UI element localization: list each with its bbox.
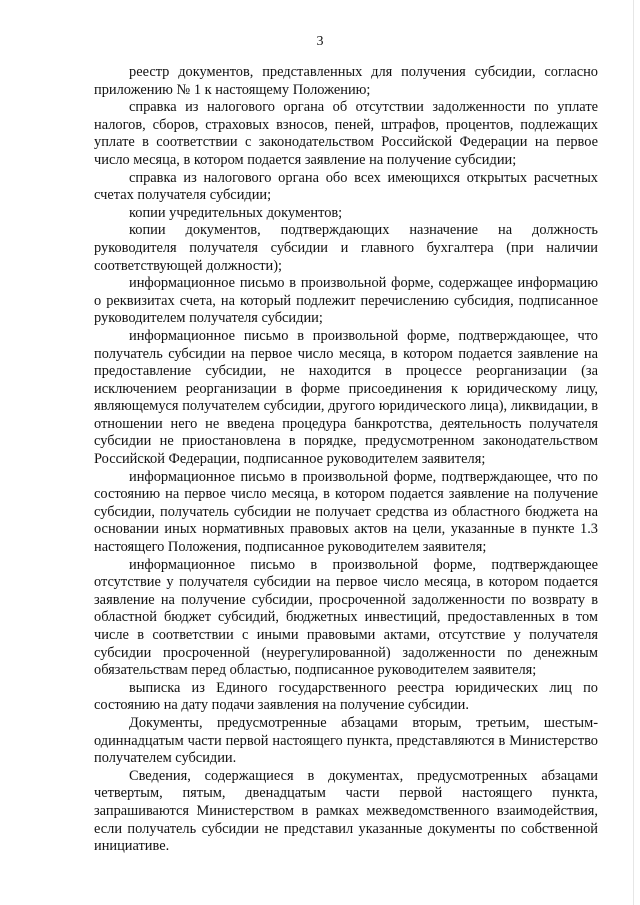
paragraph-reorganization-letter: информационное письмо в произвольной форме, подтверждающее, что получатель субсидии на первое число месяца, в котором подается заявление на предоставление субсидии, не находится в процессе реорганизации (за исключением реорганизации в форме присоединения к юридическому лицу, являющемуся получателем субсидии, другого юридического лица), ликвидации, в отношении него не введена процедура банкротства, деятельность получателя субсидии не приостановлена в порядке, предусмотренном законодательством Российской Федерации, подписанное руководителем заявителя; bbox=[94, 327, 598, 468]
paragraph-requested-information: Сведения, содержащиеся в документах, предусмотренных абзацами четвертым, пятым, двенадцатым части первой настоящего пункта, запрашиваются Министерством в рамках межведомственного взаимодействия, если получатель субсидии не представил указанные документы по собственной инициативе. bbox=[94, 767, 598, 855]
paragraph-no-other-funds-letter: информационное письмо в произвольной форме, подтверждающее, что по состоянию на первое число месяца, в котором подается заявление на получение субсидии, получатель субсидии не получает средства из областного бюджета на основании иных нормативных правовых актов на цели, указанные в пункте 1.3 настоящего Положения, подписанное руководителем заявителя; bbox=[94, 468, 598, 556]
paragraph-tax-debt-certificate: справка из налогового органа об отсутствии задолженности по уплате налогов, сборов, страховых взносов, пеней, штрафов, процентов, подлежащих уплате в соответствии с законодательством Российской Федерации на первое число месяца, в котором подается заявление на получение субсидии; bbox=[94, 99, 598, 168]
page-number: 3 bbox=[316, 34, 324, 49]
scan-edge-line bbox=[633, 0, 634, 905]
paragraph-no-overdue-debt-letter: информационное письмо в произвольной форме, подтверждающее отсутствие у получателя субсидии на первое число месяца, в котором подается заявление на получение субсидии, просроченной задолженности по возврату в областной бюджет субсидий, бюджетных инвестиций, предоставленных в том числе в соответствии с иными правовыми актами, отсутствие у получателя субсидии просроченной (неурегулированной) задолженности по денежным обязательствам перед областью, подписанное руководителем заявителя; bbox=[94, 556, 598, 679]
paragraph-egrul-extract: выписка из Единого государственного реестра юридических лиц по состоянию на дату подачи заявления на получение субсидии. bbox=[94, 679, 598, 714]
document-body bbox=[94, 64, 598, 856]
paragraph-registry: реестр документов, представленных для получения субсидии, согласно приложению № 1 к настоящему Положению; bbox=[94, 64, 598, 98]
paragraph-bank-accounts-certificate: справка из налогового органа обо всех имеющихся открытых расчетных счетах получателя субсидии; bbox=[94, 169, 598, 204]
paragraph-submitted-documents: Документы, предусмотренные абзацами вторым, третьим, шестым-одиннадцатым части первой настоящего пункта, представляются в Министерство получателем субсидии. bbox=[94, 714, 598, 767]
paragraph-appointment-documents: копии документов, подтверждающих назначение на должность руководителя получателя субсидии и главного бухгалтера (при наличии соответствующей должности); bbox=[94, 222, 598, 274]
paragraph-founding-documents: копии учредительных документов; bbox=[129, 204, 343, 221]
paragraph-account-details-letter: информационное письмо в произвольной форме, содержащее информацию о реквизитах счета, на который подлежит перечислению субсидия, подписанное руководителем получателя субсидии; bbox=[94, 275, 598, 327]
